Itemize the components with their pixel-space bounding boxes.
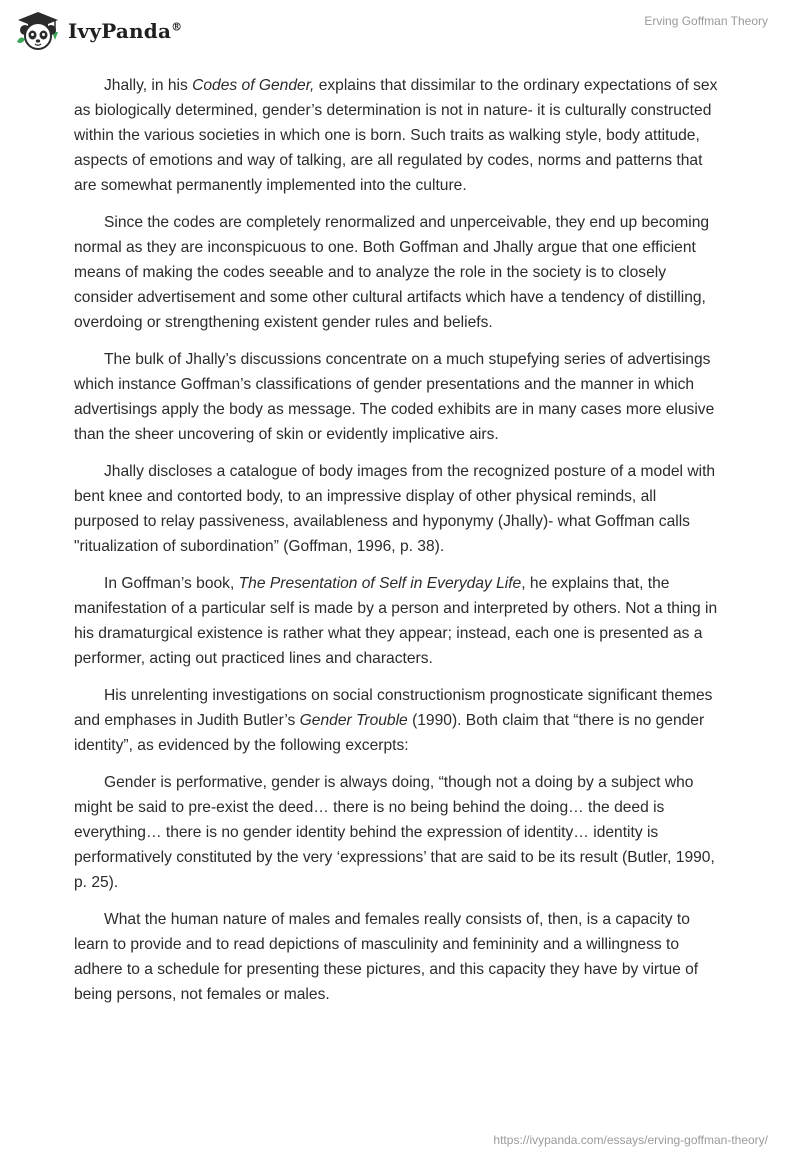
paragraph: Jhally, in his Codes of Gender, explains that dissimilar to the ordinary expectations of sex as biologically determined, gender’s determination is not in nature- it is culturally constructed within the various societies in which one is born. Such traits as walking style, body attitude, aspects of emotions and way of talking, are all regulated by codes, norms and patterns that are somewhat permanently implemented into the culture.	[74, 77, 718, 194]
paragraph: The bulk of Jhally’s discussions concentrate on a much stupefying series of advertisings which instance Goffman’s classifications of gender presentations and the manner in which advertisings apply the body as message. The coded exhibits are in many cases more elusive than the sheer uncovering of skin or evidently implicative airs.	[74, 351, 715, 443]
paragraph: Since the codes are completely renormalized and unperceivable, they end up becoming normal as they are inconspicuous to one. Both Goffman and Jhally argue that one efficient means of making the codes seeable and to analyze the role in the society is to closely consider advertisement and some other cultural artifacts which have a tendency of distilling, overdoing or strengthening existent gender rules and beliefs.	[74, 214, 710, 331]
panda-logo-icon	[14, 8, 62, 52]
paragraph: What the human nature of males and females really consists of, then, is a capacity to learn to provide and to read depictions of masculinity and femininity and a willingness to adhere to a schedule for presenting these pictures, and this capacity they have by virtue of being persons, not females or males.	[74, 911, 699, 1003]
document-title: Erving Goffman Theory	[644, 14, 768, 28]
brand-name: IvyPanda®	[68, 19, 183, 43]
paragraph: Jhally discloses a catalogue of body images from the recognized posture of a model with bent knee and contorted body, to an impressive display of other physical reminds, all purposed to relay passiveness, availableness and hyponymy (Jhally)- what Goffman calls "ritualization of subordination” (Goffman, 1996, p. 38).	[74, 463, 716, 555]
page-header	[0, 0, 800, 60]
paragraph: Gender is performative, gender is always doing, “though not a doing by a subject who might be said to pre-exist the deed… there is no being behind the doing… the deed is everything… there is no gender identity behind the expression of identity… identity is performatively constituted by the very ‘expressions’ that are said to be its result (Butler, 1990, p. 25).	[74, 774, 715, 891]
essay-body	[74, 73, 724, 1019]
registered-mark: ®	[171, 20, 183, 34]
brand-logo-link[interactable]	[14, 8, 182, 52]
source-url-link[interactable]: https://ivypanda.com/essays/erving-goffman-theory/	[493, 1133, 768, 1147]
paragraph: In Goffman’s book, The Presentation of Self in Everyday Life, he explains that, the manifestation of a particular self is made by a person and interpreted by others. Not a thing in his dramaturgical existence is rather what they appear; instead, each one is presented as a performer, acting out practiced lines and characters.	[74, 575, 718, 667]
paragraph: His unrelenting investigations on social constructionism prognosticate significant themes and emphases in Judith Butler’s Gender Trouble (1990). Both claim that “there is no gender identity”, as evidenced by the following excerpts:	[74, 687, 713, 754]
